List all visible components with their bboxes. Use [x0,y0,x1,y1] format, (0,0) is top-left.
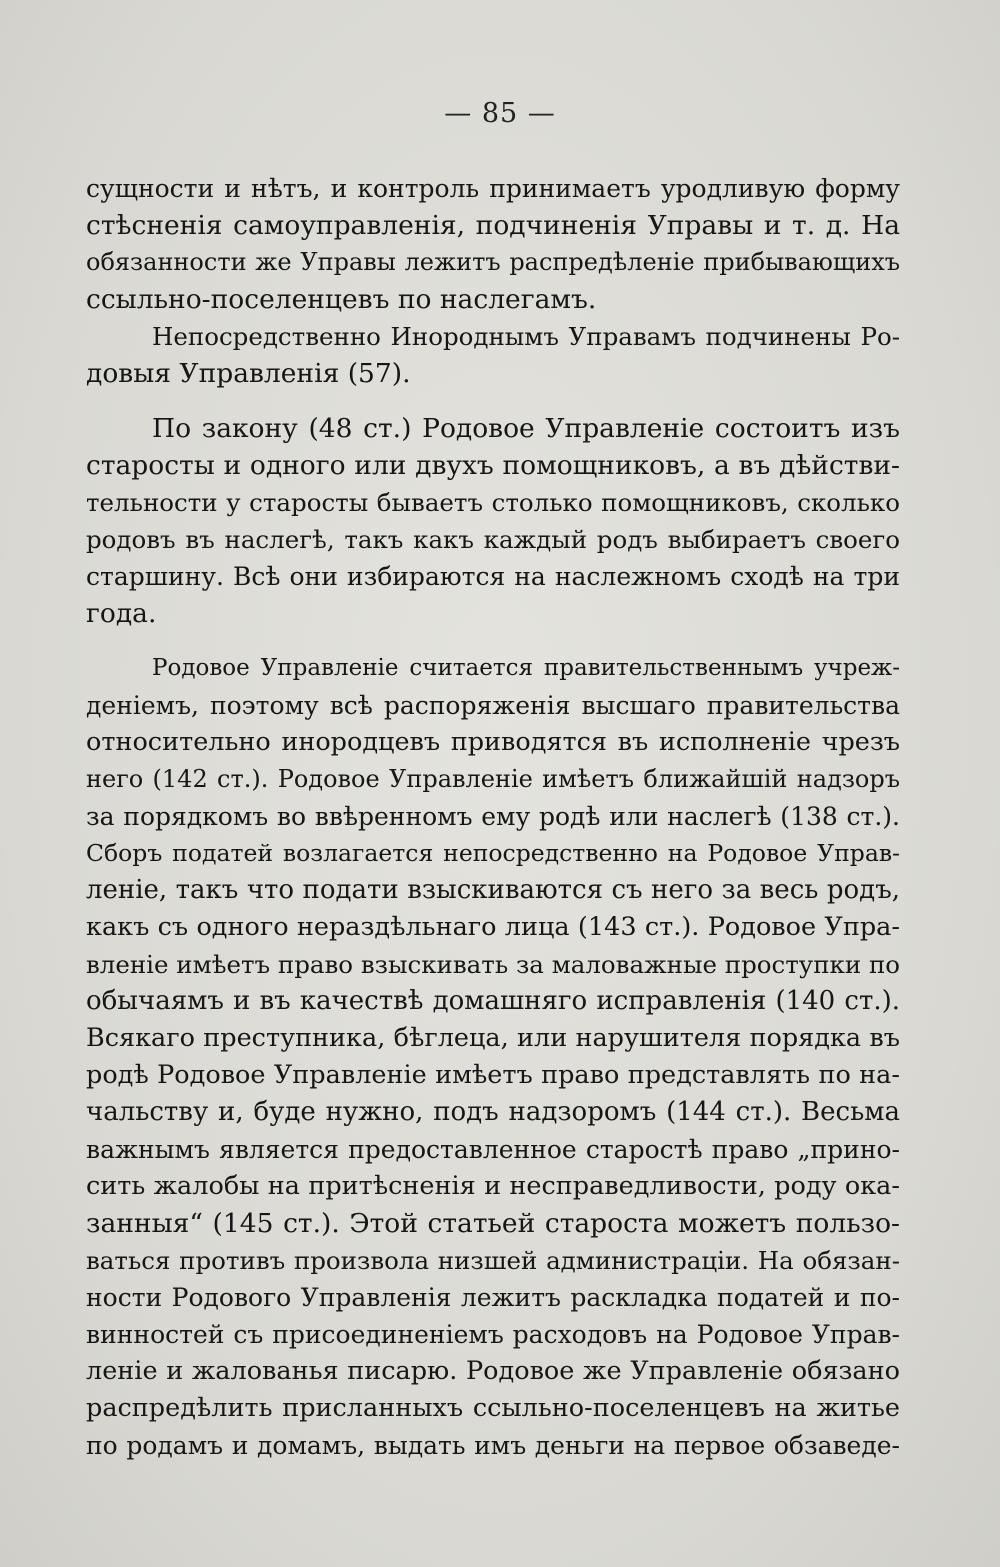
text-line: него (142 ст.). Родовое Управленіе имѣетъ ближайшій надзоръ [86,765,900,793]
body-text [86,170,900,1464]
text-line: леніе, такъ что подати взыскиваются съ него за весь родъ, [86,875,900,905]
text-line: относительно инородцевъ приводятся въ исполненіе чрезъ [86,727,900,757]
text-line: старшину. Всѣ они избираются на наслежномъ сходѣ на три [86,562,900,591]
text-line: за порядкомъ во ввѣренномъ ему родѣ или наслегѣ (138 ст.). [86,802,900,831]
text-line: чальству и, буде нужно, подъ надзоромъ (144 ст.). Весьма [86,1097,900,1127]
text-line: стѣсненія самоуправленія, подчиненія Управы и т. д. На [86,210,900,241]
text-line: сить жалобы на притѣсненія и несправедливости, роду ока- [86,1171,900,1201]
paragraph-2 [86,318,900,392]
text-line: вленіе имѣетъ право взыскивать за маловажные проступки по [86,950,901,979]
paragraph-4 [86,650,900,1464]
text-line: по родамъ и домамъ, выдать имъ деньги на первое обзаведе- [86,1431,900,1460]
text-line: Родовое Управленіе считается правительственнымъ учреж- [152,655,900,681]
text-line: обычаямъ и въ качествѣ домашняго исправленія (140 ст.). [86,986,900,1016]
text-line: родовъ въ наслегѣ, такъ какъ каждый родъ выбираетъ своего [86,525,900,554]
text-line: леніе и жалованья писарю. Родовое же Управленіе обязано [86,1356,900,1386]
text-line: тельности у старосты бываетъ столько помощниковъ, сколько [86,488,900,517]
text-line: обязанности же Управы лежитъ распредѣленіе прибывающихъ [86,248,900,276]
paragraph-3 [86,410,900,632]
text-line: распредѣлить присланныхъ ссыльно-поселенцевъ на житье [86,1393,900,1423]
text-line: ности Родового Управленія лежитъ раскладка податей и по- [86,1283,900,1312]
text-line: ссыльно-поселенцевъ по наслегамъ. [86,284,597,315]
text-line: Непосредственно Инороднымъ Управамъ подчинены Ро- [152,322,900,351]
text-line: старосты и одного или двухъ помощниковъ, а въ дѣйстви- [86,450,900,481]
text-line: занныя“ (145 ст.). Этой статьей староста можетъ пользо- [86,1208,900,1239]
page-number: — 85 — [444,98,556,129]
text-line: По закону (48 ст.) Родовое Управленіе состоитъ изъ [152,413,900,444]
text-line: года. [86,598,157,629]
text-line: сущности и нѣтъ, и контроль принимаетъ уродливую форму [86,174,900,203]
text-line: ваться противъ произвола низшей администраціи. На обязан- [86,1246,900,1275]
text-line: Всякаго преступника, бѣглеца, или нарушителя порядка въ [86,1023,900,1053]
text-line: Сборъ податей возлагается непосредственно на Родовое Управ- [86,839,900,867]
text-line: винностей съ присоединеніемъ расходовъ на Родовое Управ- [86,1320,900,1349]
paragraph-1 [86,170,900,318]
text-line: важнымъ является предоставленное старостѣ право „прино- [86,1135,900,1164]
text-line: довыя Управленія (57). [86,358,411,389]
text-line: какъ съ одного нераздѣльнаго лица (143 ст.). Родовое Упра- [86,912,900,942]
text-line: родѣ Родовое Управленіе имѣетъ право представлять по на- [86,1060,900,1090]
text-line: деніемъ, поэтому всѣ распоряженія высшаго правительства [86,691,900,720]
